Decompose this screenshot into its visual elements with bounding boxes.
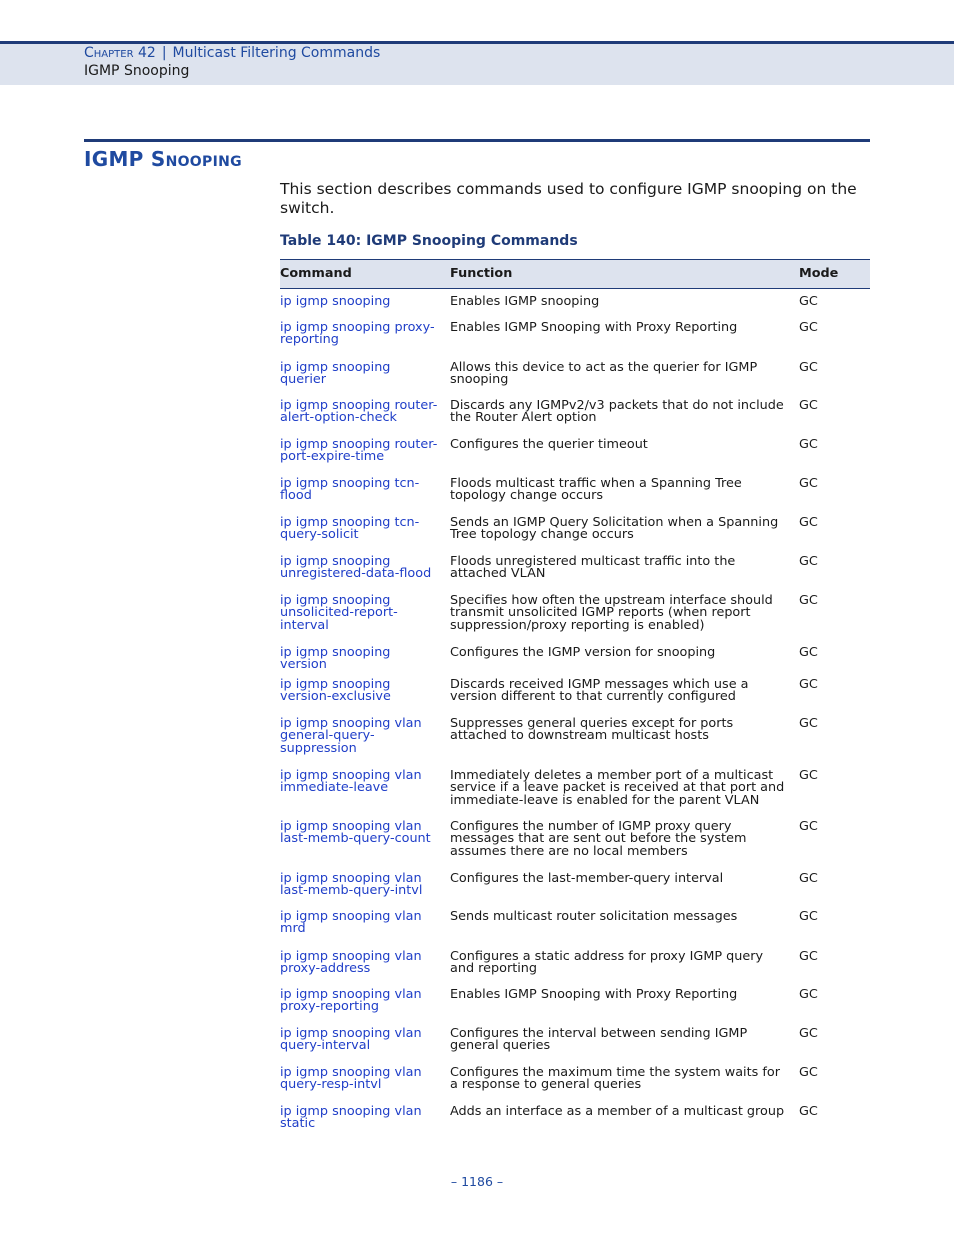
table-row — [280, 432, 870, 471]
command-link[interactable]: ip igmp snooping vlan last-memb-query-count — [280, 818, 431, 847]
chapter-label: Chapter 42 — [84, 45, 156, 61]
function-text: Configures the interval between sending IGMP general queries — [450, 1025, 748, 1054]
table-row — [280, 1021, 870, 1060]
table-row — [280, 640, 870, 672]
mode-text: GC — [799, 676, 818, 692]
column-header-command: Command — [280, 260, 450, 289]
mode-text: GC — [799, 644, 818, 660]
function-text: Allows this device to act as the querier for IGMP snooping — [450, 359, 758, 388]
function-text: Enables IGMP snooping — [450, 294, 600, 309]
function-text: Configures the IGMP version for snooping — [450, 644, 716, 660]
table-row — [280, 289, 870, 315]
mode-text: GC — [799, 475, 818, 491]
table-row — [280, 1060, 870, 1099]
table-row — [280, 549, 870, 588]
mode-text: GC — [799, 1103, 818, 1119]
function-text: Discards any IGMPv2/v3 packets that do not include the Router Alert option — [450, 397, 784, 426]
table-row — [280, 904, 870, 944]
table-header-row — [280, 260, 870, 289]
mode-text: GC — [799, 553, 818, 569]
command-link[interactable]: ip igmp snooping vlan last-memb-query-intvl — [280, 870, 423, 899]
table-row — [280, 814, 870, 866]
section-rule — [84, 139, 870, 142]
function-text: Immediately deletes a member port of a multicast service if a leave packet is received at that port and immediate-leave is enabled for the parent VLAN — [450, 767, 785, 808]
command-link[interactable]: ip igmp snooping vlan query-resp-intvl — [280, 1064, 422, 1093]
command-link[interactable]: ip igmp snooping unregistered-data-flood — [280, 553, 432, 582]
mode-text: GC — [799, 908, 818, 924]
function-text: Suppresses general queries except for ports attached to downstream multicast hosts — [450, 715, 734, 744]
mode-text: GC — [799, 436, 818, 452]
page-number: – 1186 – — [450, 1174, 504, 1189]
command-link[interactable]: ip igmp snooping vlan proxy-address — [280, 948, 422, 977]
chapter-title: Multicast Filtering Commands — [172, 45, 381, 61]
command-link[interactable]: ip igmp snooping version — [280, 644, 391, 673]
header-separator: | — [161, 45, 167, 61]
command-link[interactable]: ip igmp snooping version-exclusive — [280, 676, 391, 705]
table-row — [280, 315, 870, 355]
command-link[interactable]: ip igmp snooping vlan proxy-reporting — [280, 986, 422, 1015]
mode-text: GC — [799, 514, 818, 530]
mode-text: GC — [799, 294, 818, 309]
table-row — [280, 510, 870, 549]
command-link[interactable]: ip igmp snooping vlan immediate-leave — [280, 767, 422, 796]
mode-text: GC — [799, 1064, 818, 1080]
mode-text: GC — [799, 1025, 818, 1041]
command-link[interactable]: ip igmp snooping proxy-reporting — [280, 319, 435, 348]
mode-text: GC — [799, 948, 818, 964]
command-link[interactable]: ip igmp snooping router-alert-option-check — [280, 397, 438, 426]
function-text: Configures the querier timeout — [450, 436, 648, 452]
table-row — [280, 1099, 870, 1131]
table-caption: Table 140: IGMP Snooping Commands — [280, 233, 578, 249]
function-text: Specifies how often the upstream interface should transmit unsolicited IGMP reports (when report suppression/proxy reporting is enabled) — [450, 592, 773, 633]
function-text: Sends an IGMP Query Solicitation when a Spanning Tree topology change occurs — [450, 514, 779, 543]
mode-text: GC — [799, 592, 818, 608]
function-text: Discards received IGMP messages which use a version different to that currently configured — [450, 676, 749, 705]
mode-text: GC — [799, 870, 818, 886]
command-link[interactable]: ip igmp snooping vlan query-interval — [280, 1025, 422, 1054]
function-text: Configures the number of IGMP proxy query messages that are sent out before the system assumes there are no local members — [450, 818, 747, 859]
command-link[interactable]: ip igmp snooping vlan static — [280, 1103, 422, 1132]
command-link[interactable]: ip igmp snooping tcn-query-solicit — [280, 514, 420, 543]
mode-text: GC — [799, 715, 818, 731]
command-link[interactable]: ip igmp snooping tcn-flood — [280, 475, 420, 504]
running-header-chapter — [84, 45, 380, 61]
command-link[interactable]: ip igmp snooping router-port-expire-time — [280, 436, 438, 465]
intro-paragraph: This section describes commands used to configure IGMP snooping on the switch. — [280, 180, 857, 217]
function-text: Enables IGMP Snooping with Proxy Reporting — [450, 986, 738, 1002]
table-row — [280, 944, 870, 982]
column-header-function: Function — [450, 260, 799, 289]
mode-text: GC — [799, 818, 818, 834]
function-text: Enables IGMP Snooping with Proxy Reporting — [450, 319, 738, 335]
table-row — [280, 763, 870, 814]
mode-text: GC — [799, 397, 818, 413]
command-link[interactable]: ip igmp snooping unsolicited-report-interval — [280, 592, 398, 633]
command-link[interactable]: ip igmp snooping — [280, 294, 391, 309]
table-row — [280, 866, 870, 904]
running-header-section: IGMP Snooping — [84, 63, 190, 79]
column-header-mode: Mode — [799, 260, 870, 289]
function-text: Sends multicast router solicitation messages — [450, 908, 738, 924]
mode-text: GC — [799, 359, 818, 375]
function-text: Floods unregistered multicast traffic into the attached VLAN — [450, 553, 736, 582]
function-text: Floods multicast traffic when a Spanning Tree topology change occurs — [450, 475, 742, 504]
table-row — [280, 982, 870, 1021]
table-row — [280, 393, 870, 432]
function-text: Configures the maximum time the system waits for a response to general queries — [450, 1064, 780, 1093]
command-link[interactable]: ip igmp snooping vlan mrd — [280, 908, 422, 937]
table-row — [280, 355, 870, 393]
command-link[interactable]: ip igmp snooping querier — [280, 359, 391, 388]
section-title: IGMP Snooping — [84, 147, 242, 171]
function-text: Adds an interface as a member of a multicast group — [450, 1103, 785, 1119]
table-row — [280, 471, 870, 510]
mode-text: GC — [799, 319, 818, 335]
command-link[interactable]: ip igmp snooping vlan general-query-suppression — [280, 715, 422, 756]
table-row — [280, 672, 870, 711]
mode-text: GC — [799, 986, 818, 1002]
mode-text: GC — [799, 767, 818, 783]
table-row — [280, 711, 870, 763]
function-text: Configures the last-member-query interval — [450, 870, 724, 886]
commands-table — [280, 259, 870, 1131]
table-row — [280, 588, 870, 640]
function-text: Configures a static address for proxy IGMP query and reporting — [450, 948, 764, 977]
